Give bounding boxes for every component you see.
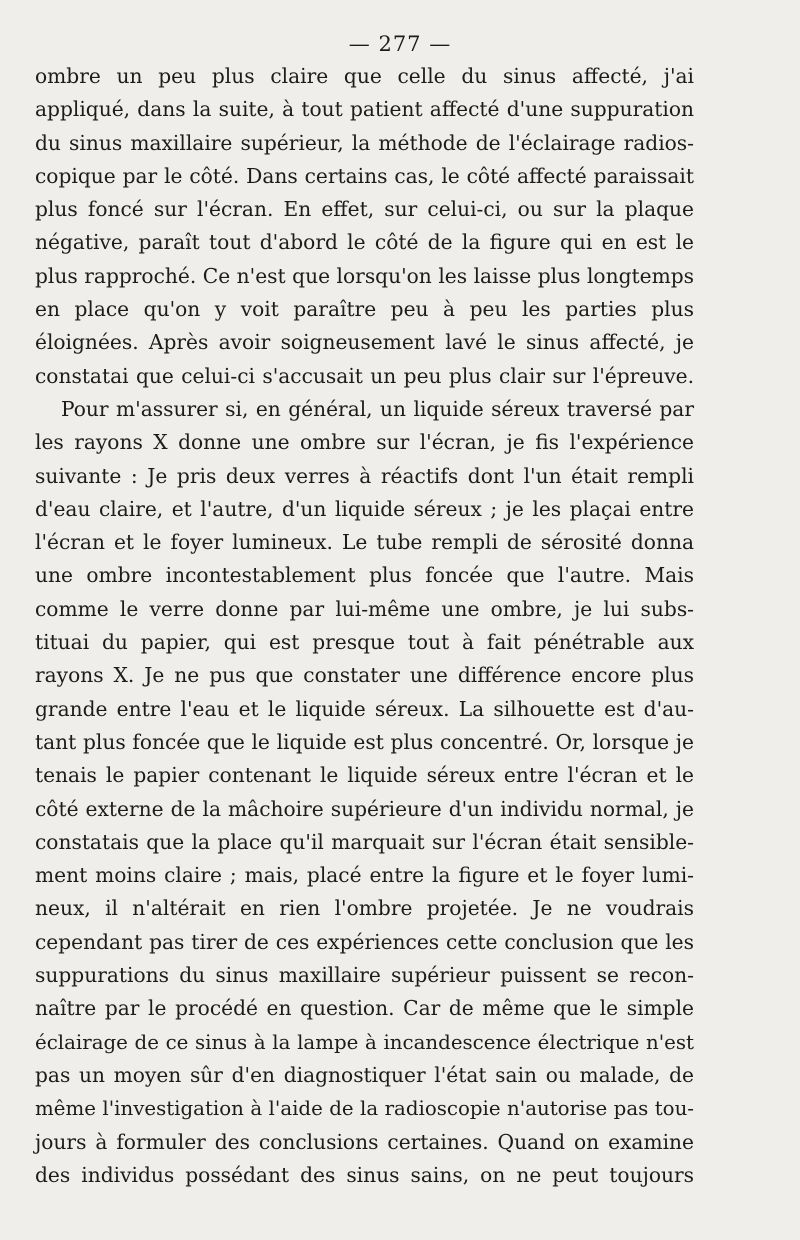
text-line: rayons X. Je ne pus que constater une différence encore plus [35, 663, 694, 688]
text-line: même l'investigation à l'aide de la radioscopie n'autorise pas tou- [35, 1097, 694, 1121]
text-line: plus rapproché. Ce n'est que lorsqu'on les laisse plus longtemps [35, 263, 694, 288]
text-line: négative, paraît tout d'abord le côté de la figure qui en est le [35, 230, 694, 255]
text-line: neux, il n'altérait en rien l'ombre projetée. Je ne voudrais [35, 896, 694, 921]
text-line: ment moins claire ; mais, placé entre la figure et le foyer lumi- [35, 863, 694, 888]
text-line: d'eau claire, et l'autre, d'un liquide séreux ; je les plaçai entre [35, 496, 694, 521]
text-line: pas un moyen sûr d'en diagnostiquer l'état sain ou malade, de [35, 1062, 694, 1087]
text-line: jours à formuler des conclusions certaines. Quand on examine [35, 1129, 694, 1154]
text-line: côté externe de la mâchoire supérieure d'un individu normal, je [35, 796, 694, 821]
text-line: des individus possédant des sinus sains, on ne peut toujours [35, 1162, 694, 1187]
text-line: constatais que la place qu'il marquait sur l'écran était sensible- [35, 829, 694, 854]
text-line: cependant pas tirer de ces expériences cette conclusion que les [35, 929, 694, 954]
text-line: naître par le procédé en question. Car de même que le simple [35, 996, 694, 1021]
text-line: tenais le papier contenant le liquide séreux entre l'écran et le [35, 763, 694, 788]
text-line: tant plus foncée que le liquide est plus concentré. Or, lorsque je [35, 729, 694, 754]
text-line: appliqué, dans la suite, à tout patient affecté d'une suppuration [35, 97, 694, 122]
text-line: copique par le côté. Dans certains cas, le côté affecté paraissait [35, 163, 694, 188]
text-line: constatai que celui-ci s'accusait un peu plus clair sur l'épreuve. [35, 363, 694, 388]
text-line: éloignées. Après avoir soigneusement lavé le sinus affecté, je [35, 330, 694, 355]
text-line: grande entre l'eau et le liquide séreux. La silhouette est d'au- [35, 696, 694, 721]
text-line: du sinus maxillaire supérieur, la méthode de l'éclairage radios- [35, 130, 694, 155]
text-line: les rayons X donne une ombre sur l'écran, je fis l'expérience [35, 430, 694, 455]
text-line: tituai du papier, qui est presque tout à fait pénétrable aux [35, 630, 694, 655]
text-line: éclairage de ce sinus à la lampe à incandescence électrique n'est [35, 1030, 694, 1054]
text-line: suivante : Je pris deux verres à réactifs dont l'un était rempli [35, 463, 694, 488]
page-number: — 277 — [348, 32, 452, 56]
text-line: plus foncé sur l'écran. En effet, sur celui-ci, ou sur la plaque [35, 197, 694, 222]
text-line: une ombre incontestablement plus foncée que l'autre. Mais [35, 563, 694, 588]
text-line: ombre un peu plus claire que celle du sinus affecté, j'ai [35, 64, 694, 88]
text-line: suppurations du sinus maxillaire supérieur puissent se recon- [35, 963, 694, 988]
text-line: en place qu'on y voit paraître peu à peu les parties plus [35, 297, 694, 322]
body-text [35, 60, 694, 1192]
text-line: comme le verre donne par lui-même une ombre, je lui subs- [35, 596, 694, 621]
text-line: l'écran et le foyer lumineux. Le tube rempli de sérosité donna [35, 530, 694, 555]
text-line: Pour m'assurer si, en général, un liquide séreux traversé par [61, 396, 694, 421]
